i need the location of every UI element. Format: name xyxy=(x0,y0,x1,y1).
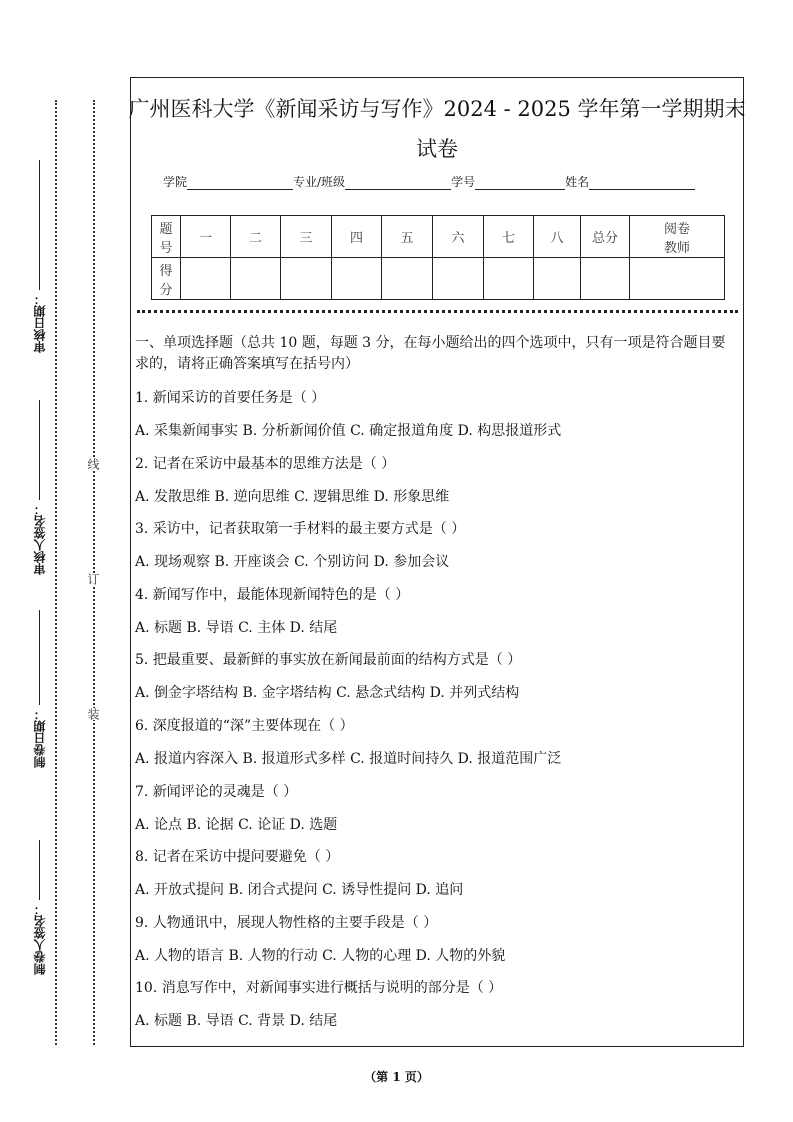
label: 阅卷 xyxy=(663,221,690,237)
options-6: A. 报道内容深入 B. 报道形式多样 C. 报道时间持久 D. 报道范围广泛 xyxy=(135,751,562,767)
id-field[interactable] xyxy=(475,175,565,190)
label: 审核日期： xyxy=(33,293,47,353)
question-9: 9. 人物通讯中，展现人物性格的主要手段是（ ） xyxy=(135,914,438,931)
label: 号 xyxy=(159,240,173,256)
label: 教师 xyxy=(663,240,690,256)
exam-title-line2: 试卷 xyxy=(416,137,458,161)
col-header: 七 xyxy=(484,216,534,258)
question-6: 6. 深度报道的“深”主要体现在（ ） xyxy=(135,718,354,734)
options-7: A. 论点 B. 论据 C. 论证 D. 选题 xyxy=(135,816,338,833)
score-cell[interactable] xyxy=(581,258,630,300)
bind-mark-order: 订 xyxy=(86,573,100,585)
name-label: 姓名 xyxy=(565,175,590,189)
col-header: 五 xyxy=(382,216,433,258)
col-header: 八 xyxy=(534,216,581,258)
question-3: 3. 采访中，记者获取第一手材料的最主要方式是（ ） xyxy=(135,521,466,538)
major-field[interactable] xyxy=(345,175,451,190)
score-cell[interactable] xyxy=(332,258,382,300)
options-2: A. 发散思维 B. 逆向思维 C. 逻辑思维 D. 形象思维 xyxy=(135,488,450,505)
options-9: A. 人物的语言 B. 人物的行动 C. 人物的心理 D. 人物的外貌 xyxy=(135,947,506,964)
label: 审核人签名： xyxy=(33,503,47,575)
question-10: 10. 消息写作中，对新闻事实进行概括与说明的部分是（ ） xyxy=(135,980,503,997)
options-5: A. 倒金字塔结构 B. 金字塔结构 C. 悬念式结构 D. 并列式结构 xyxy=(135,685,520,702)
section-heading: 一、单项选择题（总共 10 题，每题 3 分，在每小题给出的四个选项中，只有一项是符合题目要求的，请将正确答案填写在括号内） xyxy=(135,335,726,372)
score-cell[interactable] xyxy=(231,258,281,300)
question-4: 4. 新闻写作中，最能体现新闻特色的是（ ） xyxy=(135,586,410,603)
options-4: A. 标题 B. 导语 C. 主体 D. 结尾 xyxy=(135,619,338,636)
score-cell[interactable] xyxy=(534,258,581,300)
col-header: 六 xyxy=(433,216,484,258)
underline xyxy=(40,840,41,900)
score-cell[interactable] xyxy=(382,258,433,300)
options-3: A. 现场观察 B. 开座谈会 C. 个别访问 D. 参加会议 xyxy=(135,554,450,571)
make-date-field[interactable] xyxy=(32,610,48,768)
page-number: （第 1 页） xyxy=(364,1070,429,1084)
question-5: 5. 把最重要、最新鲜的事实放在新闻最前面的结构方式是（ ） xyxy=(135,652,522,669)
question-8: 8. 记者在采访中提问要避免（ ） xyxy=(135,849,340,866)
label: 制卷日期： xyxy=(33,708,47,768)
score-cell[interactable] xyxy=(484,258,534,300)
options-8: A. 开放式提问 B. 闭合式提问 C. 诱导性提问 D. 追问 xyxy=(135,882,464,899)
underline xyxy=(40,160,41,290)
major-label: 专业/班级 xyxy=(293,175,346,189)
col-header: 三 xyxy=(281,216,332,258)
score-cell[interactable] xyxy=(281,258,332,300)
review-date-field[interactable] xyxy=(32,160,48,353)
options-1: A. 采集新闻事实 B. 分析新闻价值 C. 确定报道角度 D. 构思报道形式 xyxy=(135,423,562,439)
label: 题 xyxy=(159,221,173,237)
reviewer-sign-field[interactable] xyxy=(32,400,48,575)
underline xyxy=(40,610,41,705)
college-label: 学院 xyxy=(163,175,188,189)
score-cell[interactable] xyxy=(630,258,725,300)
col-header: 总分 xyxy=(581,216,630,258)
college-field[interactable] xyxy=(187,175,293,190)
maker-sign-field[interactable] xyxy=(32,840,48,975)
label: 分 xyxy=(159,282,173,298)
exam-title: 广州医科大学《新闻采访与写作》2024 - 2025 学年第一学期期末 xyxy=(128,97,746,121)
bind-mark-line: 线 xyxy=(86,458,100,470)
dotted-separator xyxy=(137,310,738,313)
col-header: 二 xyxy=(231,216,281,258)
question-2: 2. 记者在采访中最基本的思维方法是（ ） xyxy=(135,455,396,472)
question-7: 7. 新闻评论的灵魂是（ ） xyxy=(135,783,298,800)
score-table xyxy=(151,215,725,300)
score-cell[interactable] xyxy=(433,258,484,300)
options-10: A. 标题 B. 导语 C. 背景 D. 结尾 xyxy=(135,1013,338,1030)
student-info xyxy=(163,173,695,190)
exam-title-block xyxy=(110,89,764,169)
col-header: 一 xyxy=(181,216,231,258)
bind-mark-pack: 装 xyxy=(86,708,100,720)
score-cell[interactable] xyxy=(181,258,231,300)
name-field[interactable] xyxy=(589,175,695,190)
id-label: 学号 xyxy=(451,175,476,189)
label: 制卷人签名： xyxy=(33,903,47,975)
question-1: 1. 新闻采访的首要任务是（ ） xyxy=(135,390,326,406)
label: 得 xyxy=(159,263,173,279)
col-header: 四 xyxy=(332,216,382,258)
underline xyxy=(40,400,41,500)
margin-dotted-line xyxy=(55,100,57,1045)
